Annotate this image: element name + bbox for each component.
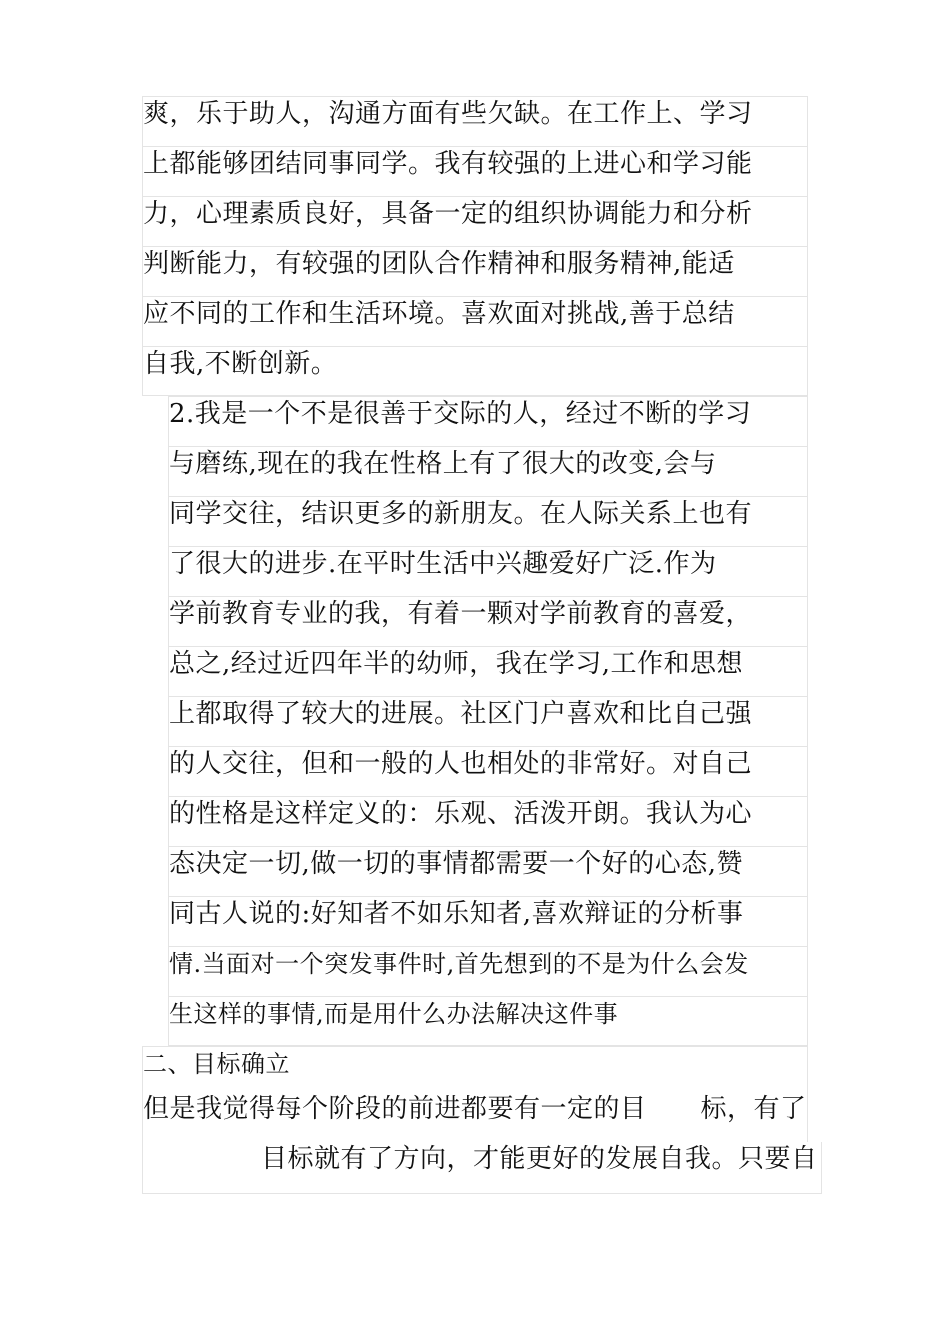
text-line [168,796,808,846]
text-line [168,396,808,446]
text-line [168,896,808,946]
text-line [142,146,808,196]
text-line [168,696,808,746]
line-text: 标，有了 [700,1094,807,1124]
line-text: 应不同的工作和生活环境。喜欢面对挑战,善于总结 [143,299,735,329]
text-line [142,196,808,246]
text-line [168,746,808,796]
line-text: 总之,经过近四年半的幼师，我在学习,工作和思想 [169,649,744,679]
text-line [142,296,808,346]
line-text: 的人交往，但和一般的人也相处的非常好。对自己 [169,749,753,779]
section-heading [142,1046,808,1092]
line-text: 生这样的事情,而是用什么办法解决这件事 [169,1000,619,1028]
section-heading-text: 二、目标确立 [143,1050,290,1078]
text-line [168,646,808,696]
text-line [168,596,808,646]
text-line [168,846,808,896]
line-text: 判断能力，有较强的团队合作精神和服务精神,能适 [143,249,735,279]
line-text: 与磨练,现在的我在性格上有了很大的改变,会与 [169,449,717,479]
text-line [142,346,808,396]
text-line [168,946,808,996]
line-text: 态决定一切,做一切的事情都需要一个好的心态,赞 [169,849,744,879]
line-text: 学前教育专业的我，有着一颗对学前教育的喜爱， [169,599,753,629]
line-text: 目标就有了方向，才能更好的发展自我。只要自 [261,1144,818,1174]
text-line [142,96,808,146]
text-line [142,1092,808,1142]
line-text: 了很大的进步.在平时生活中兴趣爱好广泛.作为 [169,549,717,579]
line-text: 力，心理素质良好，具备一定的组织协调能力和分析 [143,199,753,229]
line-text: 但是我觉得每个阶段的前进都要有一定的目 [143,1094,647,1124]
line-text: 同学交往，结识更多的新朋友。在人际关系上也有 [169,499,753,529]
text-line [168,496,808,546]
line-text: 上都取得了较大的进展。社区门户喜欢和比自己强 [169,699,753,729]
line-text: 爽，乐于助人，沟通方面有些欠缺。在工作上、学习 [143,99,753,129]
text-line [142,246,808,296]
text-line [168,446,808,496]
line-text: 同古人说的:好知者不如乐知者,喜欢辩证的分析事 [169,899,744,929]
line-text: 情.当面对一个突发事件时,首先想到的不是为什么会发 [169,950,749,978]
text-line [142,1142,822,1194]
text-line [168,546,808,596]
line-text: 上都能够团结同事同学。我有较强的上进心和学习能 [143,149,753,179]
line-text: 2.我是一个不是很善于交际的人，经过不断的学习 [169,399,752,429]
line-text: 的性格是这样定义的：乐观、活泼开朗。我认为心 [169,799,753,829]
text-line [168,996,808,1046]
line-text: 自我,不断创新。 [143,349,338,379]
